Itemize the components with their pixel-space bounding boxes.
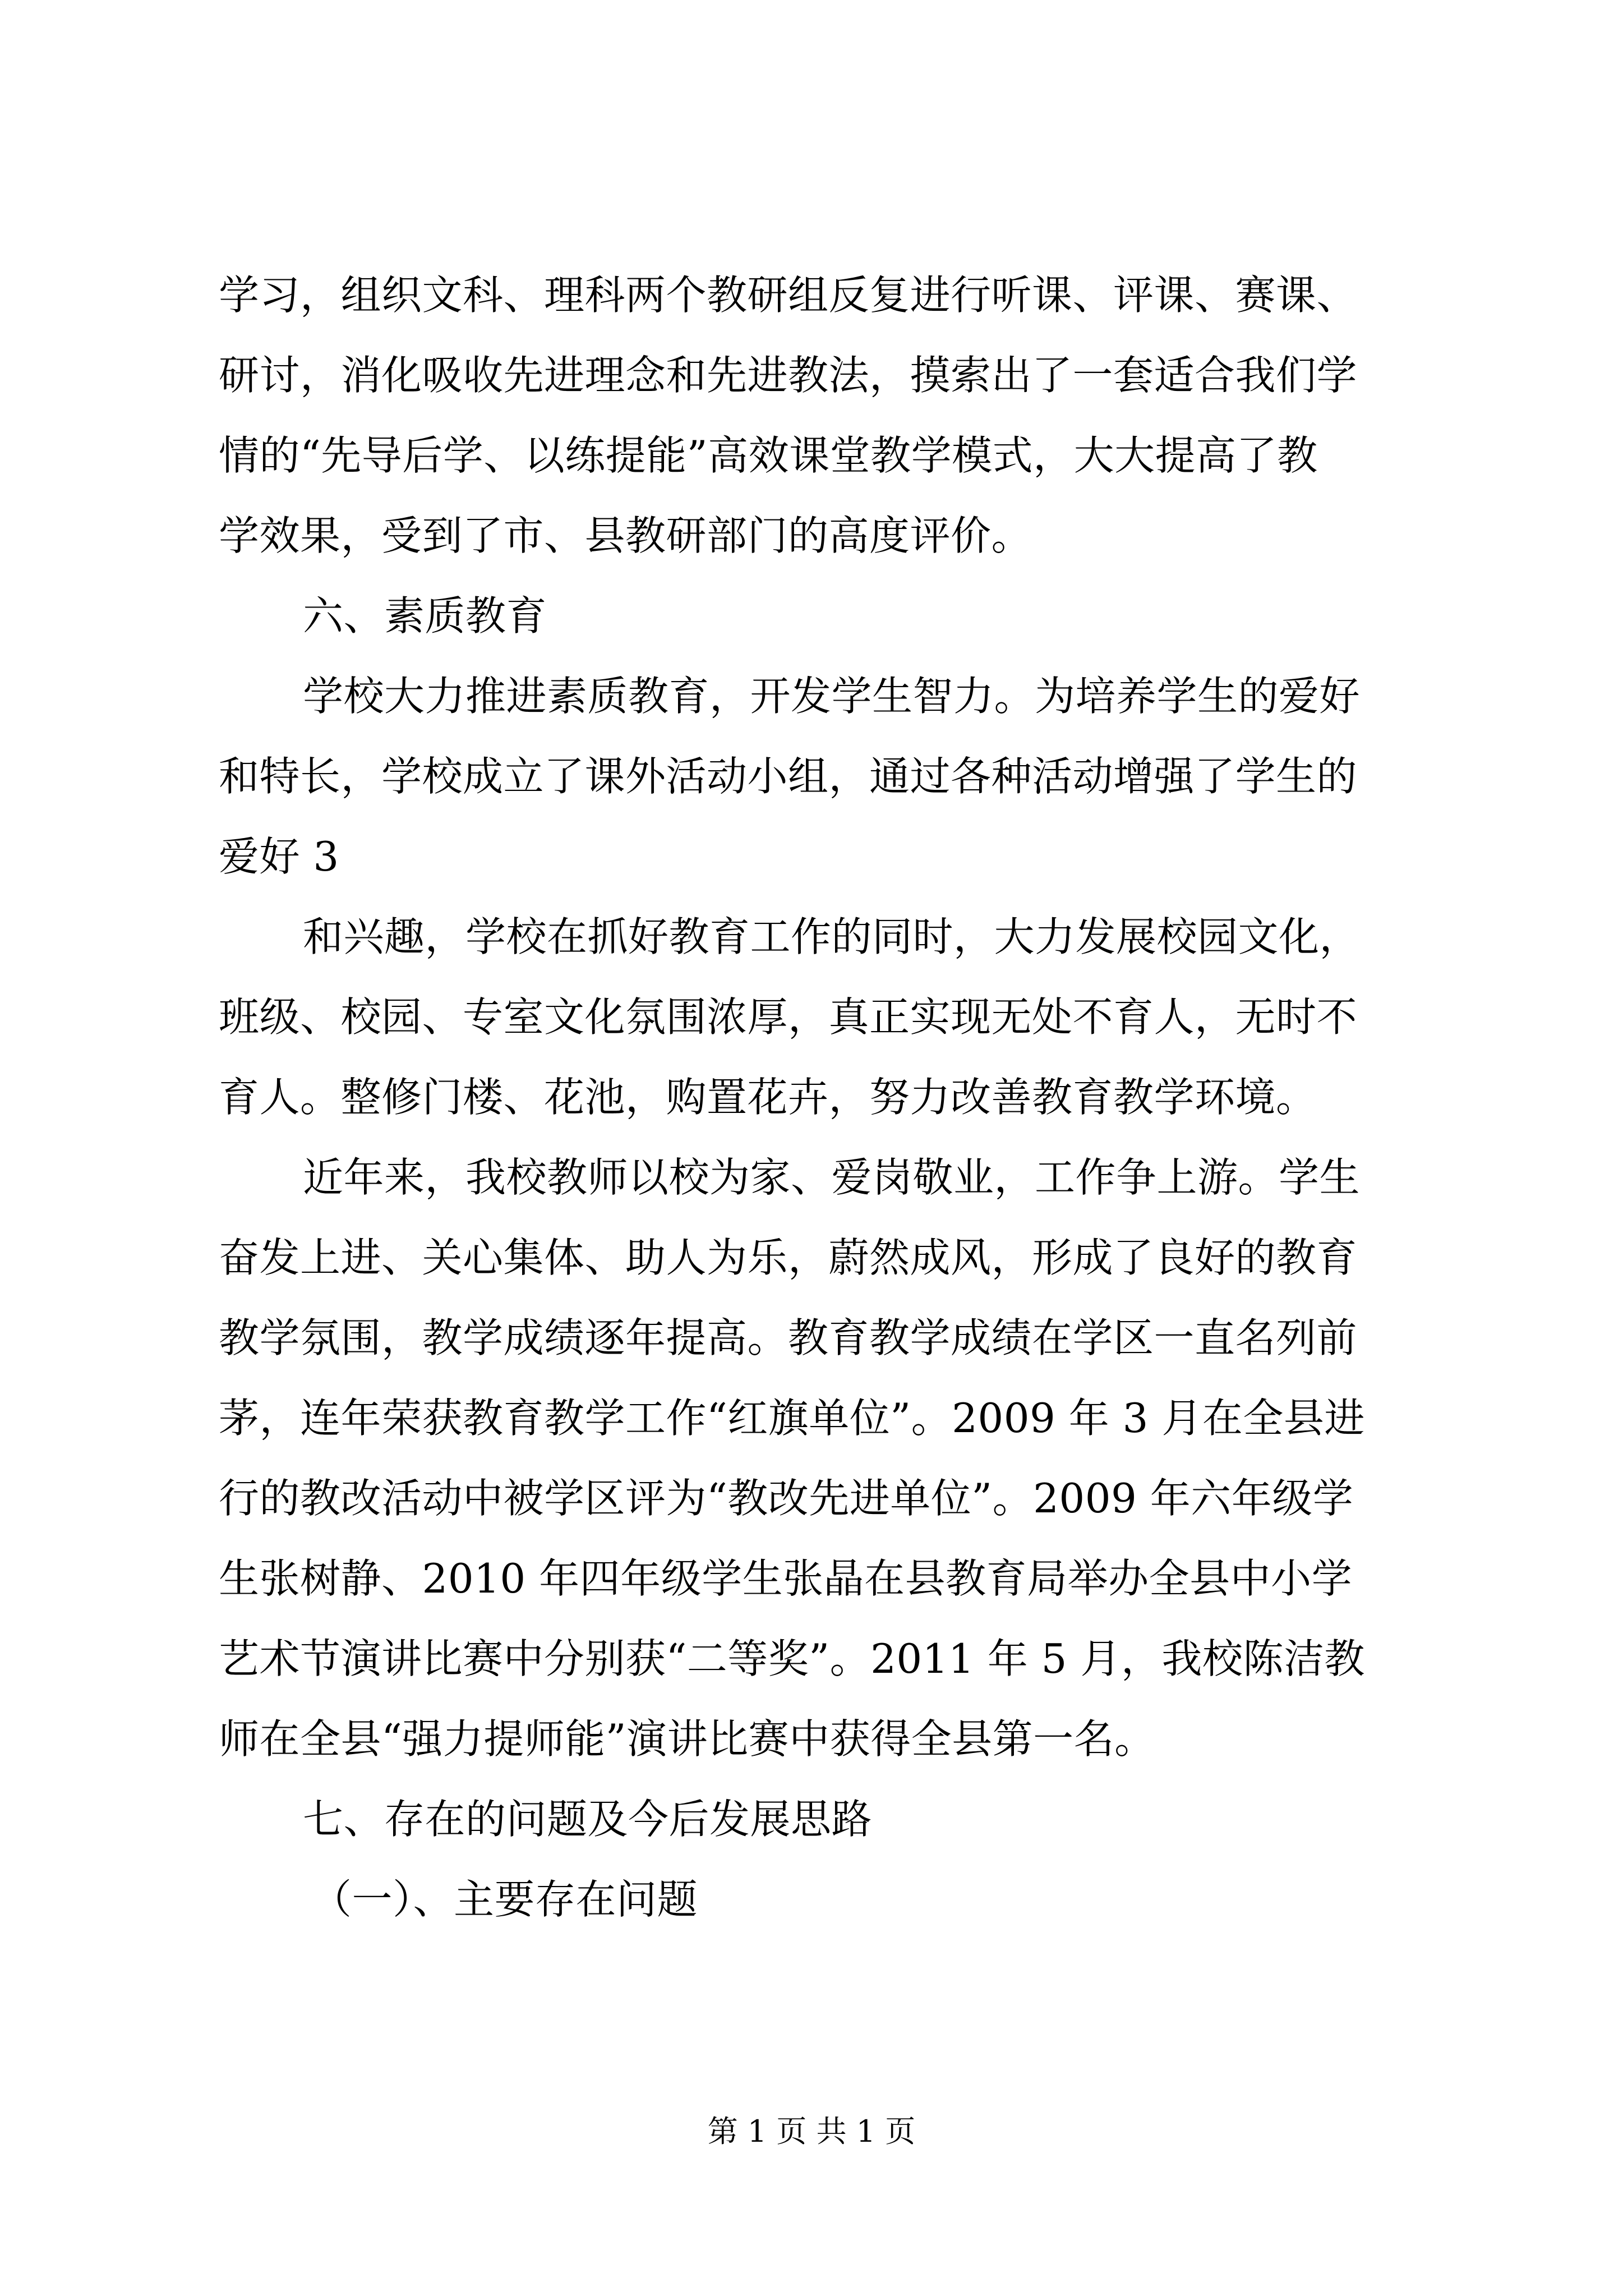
paragraph-line: 和特长，学校成立了课外活动小组，通过各种活动增强了学生的 <box>219 753 1358 800</box>
paragraph-line: 情的“先导后学、以练提能”高效课堂教学模式，大大提高了教 <box>219 432 1318 479</box>
paragraph-line: 生张树静、2010 年四年级学生张晶在县教育局举办全县中小学 <box>219 1555 1353 1602</box>
body-text <box>219 255 1424 1940</box>
paragraph-line: 教学氛围，教学成绩逐年提高。教育教学成绩在学区一直名列前 <box>219 1314 1358 1361</box>
paragraph-line: 茅，连年荣获教育教学工作“红旗单位”。2009 年 3 月在全县进 <box>219 1395 1365 1442</box>
paragraph-line: 学效果，受到了市、县教研部门的高度评价。 <box>219 512 1032 559</box>
paragraph-line: 学习，组织文科、理科两个教研组反复进行听课、评课、赛课、 <box>219 272 1358 319</box>
paragraph-line: 研讨，消化吸收先进理念和先进教法，摸索出了一套适合我们学 <box>219 352 1358 399</box>
paragraph-line: 奋发上进、关心集体、助人为乐，蔚然成风，形成了良好的教育 <box>219 1234 1358 1281</box>
paragraph-line: 爱好 3 <box>219 833 339 880</box>
paragraph-line: 和兴趣，学校在抓好教育工作的同时，大力发展校园文化， <box>303 913 1361 960</box>
paragraph-line: 学校大力推进素质教育，开发学生智力。为培养学生的爱好 <box>303 673 1361 720</box>
paragraph-line: 育人。整修门楼、花池，购置花卉，努力改善教育教学环境。 <box>219 1074 1317 1121</box>
paragraph-line: 师在全县“强力提师能”演讲比赛中获得全县第一名。 <box>219 1715 1155 1763</box>
subsection-heading: （一）、主要存在问题 <box>311 1876 698 1923</box>
section-heading: 六、素质教育 <box>303 592 547 639</box>
section-heading: 七、存在的问题及今后发展思路 <box>303 1796 873 1843</box>
paragraph-line: 艺术节演讲比赛中分别获“二等奖”。2011 年 5 月，我校陈洁教 <box>219 1635 1365 1682</box>
paragraph-line: 行的教改活动中被学区评为“教改先进单位”。2009 年六年级学 <box>219 1475 1354 1522</box>
paragraph-line: 班级、校园、专室文化氛围浓厚，真正实现无处不育人，无时不 <box>219 993 1358 1041</box>
page-footer: 第 1 页 共 1 页 <box>707 2114 916 2149</box>
paragraph-line: 近年来，我校教师以校为家、爱岗敬业，工作争上游。学生 <box>303 1154 1361 1201</box>
